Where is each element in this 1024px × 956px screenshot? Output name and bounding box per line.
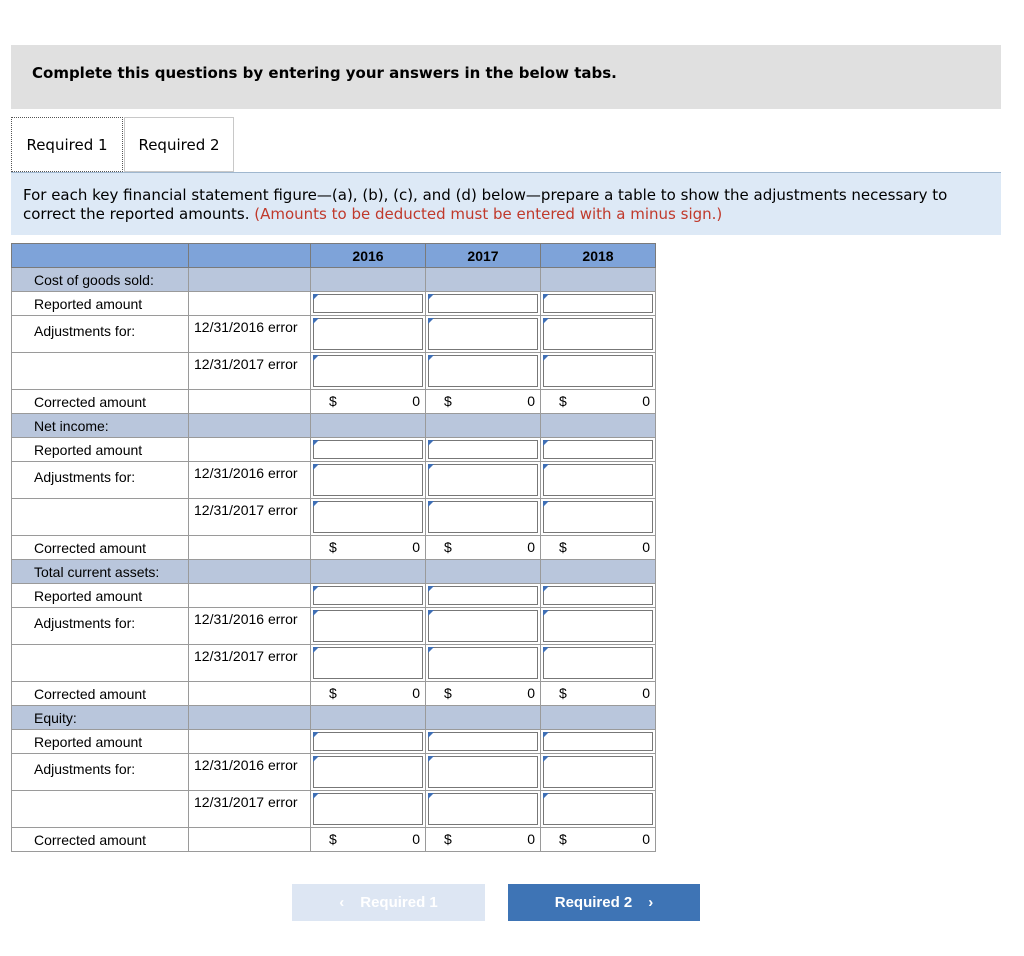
adjust-2016err-2018-input-box[interactable] (543, 610, 653, 642)
adjust-2017err-2016-input-box[interactable] (313, 355, 423, 387)
adjust-2017err-2016-input[interactable] (311, 499, 426, 536)
table-header-row (12, 244, 656, 268)
error-2017-label: 12/31/2017 error (189, 499, 311, 536)
adjust-2017err-2016-input[interactable] (311, 645, 426, 682)
adjustment-row-2017-error (12, 791, 656, 828)
currency-symbol: $ (329, 539, 337, 555)
row-spacer (189, 390, 311, 414)
corrected-total (311, 828, 426, 852)
section-spacer (189, 268, 311, 292)
section-spacer (541, 414, 656, 438)
adjustment-row-2016-error (12, 462, 656, 499)
adjustments-label: Adjustments for: (12, 754, 189, 791)
reported-2016-input[interactable] (311, 292, 426, 316)
corrected-total (311, 682, 426, 706)
reported-2018-input[interactable] (541, 730, 656, 754)
adjust-2016err-2016-input-box[interactable] (313, 610, 423, 642)
adjustment-row-2016-error (12, 316, 656, 353)
row-spacer (189, 438, 311, 462)
adjustments-table (11, 243, 656, 852)
section-spacer (189, 560, 311, 584)
reported-2017-input-box[interactable] (428, 732, 538, 751)
reported-amount-row (12, 730, 656, 754)
corrected-value: 0 (412, 393, 420, 409)
corrected-amount-row (12, 682, 656, 706)
adjust-2017err-2018-input-box[interactable] (543, 355, 653, 387)
section-title: Total current assets: (12, 560, 189, 584)
section-spacer (189, 414, 311, 438)
adjust-2016err-2016-input[interactable] (311, 754, 426, 791)
adjust-2017err-2017-input-box[interactable] (428, 355, 538, 387)
instruction-text: For each key financial statement figure—(a), (b), (c), and (d) below—prepare a table to show the adjustments necessary to correct the reported amounts. (23, 186, 948, 223)
error-2016-label: 12/31/2016 error (189, 754, 311, 791)
corrected-value: 0 (642, 393, 650, 409)
adjust-2017err-2017-input-box[interactable] (428, 501, 538, 533)
reported-2018-input[interactable] (541, 292, 656, 316)
prev-button-label: Required 1 (360, 894, 438, 911)
section-spacer (311, 560, 426, 584)
corrected-total (426, 682, 541, 706)
corrected-value: 0 (642, 685, 650, 701)
adjust-2017err-2017-input[interactable] (426, 499, 541, 536)
reported-2016-input-box[interactable] (313, 440, 423, 459)
corrected-total (311, 390, 426, 414)
adjust-2017err-2016-input[interactable] (311, 353, 426, 390)
error-2016-label: 12/31/2016 error (189, 462, 311, 499)
column-header-2016: 2016 (311, 244, 426, 268)
reported-amount-row (12, 584, 656, 608)
corrected-amount-label: Corrected amount (12, 828, 189, 852)
adjust-2016err-2017-input[interactable] (426, 316, 541, 353)
reported-2018-input[interactable] (541, 584, 656, 608)
adjust-2016err-2017-input-box[interactable] (428, 756, 538, 788)
section-spacer (426, 560, 541, 584)
reported-2016-input-box[interactable] (313, 586, 423, 605)
adjust-2017err-2018-input[interactable] (541, 499, 656, 536)
corrected-value: 0 (412, 685, 420, 701)
reported-2018-input[interactable] (541, 438, 656, 462)
adjustments-label: Adjustments for: (12, 608, 189, 645)
adjust-2017err-2016-input-box[interactable] (313, 501, 423, 533)
section-spacer (541, 268, 656, 292)
corrected-amount-row (12, 828, 656, 852)
reported-amount-label: Reported amount (12, 730, 189, 754)
instructions-header (11, 45, 1001, 109)
adjust-2016err-2017-input-box[interactable] (428, 610, 538, 642)
adjust-2017err-2018-input-box[interactable] (543, 793, 653, 825)
error-2016-label: 12/31/2016 error (189, 316, 311, 353)
section-title: Net income: (12, 414, 189, 438)
adjustments-label: Adjustments for: (12, 462, 189, 499)
adjust-2017err-2018-input[interactable] (541, 353, 656, 390)
section-spacer (311, 706, 426, 730)
corrected-total (541, 536, 656, 560)
reported-2017-input-box[interactable] (428, 440, 538, 459)
reported-2016-input[interactable] (311, 438, 426, 462)
column-header-2017: 2017 (426, 244, 541, 268)
corrected-value: 0 (527, 393, 535, 409)
adjust-2017err-2018-input-box[interactable] (543, 647, 653, 679)
adjust-2017err-2018-input[interactable] (541, 791, 656, 828)
adjustments-label: Adjustments for: (12, 316, 189, 353)
corrected-total (311, 536, 426, 560)
section-header-row (12, 268, 656, 292)
adjust-2017err-2017-input[interactable] (426, 645, 541, 682)
instruction-note: (Amounts to be deducted must be entered with a minus sign.) (254, 205, 723, 223)
section-header-row (12, 560, 656, 584)
error-2017-label: 12/31/2017 error (189, 353, 311, 390)
adjust-2016err-2017-input-box[interactable] (428, 318, 538, 350)
corrected-value: 0 (412, 831, 420, 847)
reported-amount-row (12, 438, 656, 462)
adjust-2016err-2018-input-box[interactable] (543, 756, 653, 788)
adjust-2017err-2017-input[interactable] (426, 791, 541, 828)
adjust-2016err-2018-input[interactable] (541, 608, 656, 645)
corrected-value: 0 (527, 831, 535, 847)
corrected-value: 0 (642, 539, 650, 555)
corrected-value: 0 (527, 685, 535, 701)
reported-amount-label: Reported amount (12, 438, 189, 462)
error-2017-label: 12/31/2017 error (189, 645, 311, 682)
reported-amount-label: Reported amount (12, 292, 189, 316)
currency-symbol: $ (329, 685, 337, 701)
currency-symbol: $ (559, 539, 567, 555)
error-2017-label: 12/31/2017 error (189, 791, 311, 828)
currency-symbol: $ (329, 831, 337, 847)
reported-2017-input-box[interactable] (428, 294, 538, 313)
row-spacer (12, 645, 189, 682)
reported-2017-input[interactable] (426, 292, 541, 316)
section-spacer (311, 268, 426, 292)
next-required-2-button[interactable] (508, 884, 700, 921)
adjust-2017err-2017-input-box[interactable] (428, 647, 538, 679)
adjust-2016err-2017-input[interactable] (426, 462, 541, 499)
row-spacer (12, 791, 189, 828)
reported-2018-input-box[interactable] (543, 440, 653, 459)
reported-2017-input[interactable] (426, 584, 541, 608)
corrected-total (426, 390, 541, 414)
adjust-2016err-2016-input[interactable] (311, 462, 426, 499)
adjust-2016err-2016-input[interactable] (311, 608, 426, 645)
corrected-total (541, 682, 656, 706)
section-spacer (541, 560, 656, 584)
section-header-row (12, 706, 656, 730)
currency-symbol: $ (444, 393, 452, 409)
corrected-total (426, 828, 541, 852)
tab-bar (11, 117, 1001, 173)
adjust-2017err-2016-input[interactable] (311, 791, 426, 828)
adjust-2016err-2017-input-box[interactable] (428, 464, 538, 496)
corrected-amount-label: Corrected amount (12, 390, 189, 414)
section-header-row (12, 414, 656, 438)
currency-symbol: $ (329, 393, 337, 409)
adjust-2017err-2016-input-box[interactable] (313, 647, 423, 679)
corrected-total (541, 390, 656, 414)
column-header (189, 244, 311, 268)
section-spacer (426, 268, 541, 292)
adjustment-row-2016-error (12, 754, 656, 791)
corrected-amount-row (12, 536, 656, 560)
corrected-value: 0 (527, 539, 535, 555)
row-spacer (12, 353, 189, 390)
reported-2016-input[interactable] (311, 730, 426, 754)
reported-2017-input[interactable] (426, 730, 541, 754)
adjust-2016err-2016-input-box[interactable] (313, 318, 423, 350)
adjustment-row-2017-error (12, 645, 656, 682)
adjust-2016err-2017-input[interactable] (426, 608, 541, 645)
question-instructions (11, 173, 1001, 235)
reported-2017-input-box[interactable] (428, 586, 538, 605)
row-spacer (189, 292, 311, 316)
reported-2017-input[interactable] (426, 438, 541, 462)
adjust-2016err-2018-input[interactable] (541, 754, 656, 791)
reported-2018-input-box[interactable] (543, 732, 653, 751)
adjust-2016err-2018-input[interactable] (541, 462, 656, 499)
reported-amount-label: Reported amount (12, 584, 189, 608)
row-spacer (189, 730, 311, 754)
adjust-2016err-2017-input[interactable] (426, 754, 541, 791)
reported-2016-input-box[interactable] (313, 294, 423, 313)
error-2016-label: 12/31/2016 error (189, 608, 311, 645)
adjust-2016err-2016-input[interactable] (311, 316, 426, 353)
section-spacer (311, 414, 426, 438)
adjust-2017err-2017-input-box[interactable] (428, 793, 538, 825)
adjust-2017err-2016-input-box[interactable] (313, 793, 423, 825)
adjust-2017err-2018-input-box[interactable] (543, 501, 653, 533)
corrected-value: 0 (412, 539, 420, 555)
row-spacer (189, 682, 311, 706)
adjust-2017err-2018-input[interactable] (541, 645, 656, 682)
corrected-value: 0 (642, 831, 650, 847)
adjust-2016err-2016-input-box[interactable] (313, 756, 423, 788)
adjustment-row-2017-error (12, 353, 656, 390)
chevron-left-icon: ‹ (339, 894, 345, 911)
section-title: Cost of goods sold: (12, 268, 189, 292)
currency-symbol: $ (444, 831, 452, 847)
corrected-total (541, 828, 656, 852)
row-spacer (12, 499, 189, 536)
section-title: Equity: (12, 706, 189, 730)
tab-required-1[interactable]: Required 1 (11, 117, 123, 172)
reported-amount-row (12, 292, 656, 316)
corrected-total (426, 536, 541, 560)
adjust-2016err-2018-input-box[interactable] (543, 464, 653, 496)
column-header-2018: 2018 (541, 244, 656, 268)
currency-symbol: $ (444, 685, 452, 701)
currency-symbol: $ (559, 685, 567, 701)
corrected-amount-label: Corrected amount (12, 536, 189, 560)
tab-required-2[interactable]: Required 2 (124, 117, 234, 172)
reported-2018-input-box[interactable] (543, 294, 653, 313)
adjust-2016err-2016-input-box[interactable] (313, 464, 423, 496)
currency-symbol: $ (559, 831, 567, 847)
reported-2016-input-box[interactable] (313, 732, 423, 751)
adjust-2016err-2018-input-box[interactable] (543, 318, 653, 350)
reported-2016-input[interactable] (311, 584, 426, 608)
chevron-right-icon: › (648, 894, 654, 911)
adjustment-row-2017-error (12, 499, 656, 536)
section-spacer (426, 706, 541, 730)
reported-2018-input-box[interactable] (543, 586, 653, 605)
row-spacer (189, 828, 311, 852)
corrected-amount-label: Corrected amount (12, 682, 189, 706)
column-header (12, 244, 189, 268)
section-spacer (189, 706, 311, 730)
adjust-2016err-2018-input[interactable] (541, 316, 656, 353)
adjustment-row-2016-error (12, 608, 656, 645)
adjust-2017err-2017-input[interactable] (426, 353, 541, 390)
row-spacer (189, 584, 311, 608)
page-title: Complete this questions by entering your answers in the below tabs. (32, 64, 617, 82)
currency-symbol: $ (444, 539, 452, 555)
row-spacer (189, 536, 311, 560)
corrected-amount-row (12, 390, 656, 414)
currency-symbol: $ (559, 393, 567, 409)
next-button-label: Required 2 (554, 894, 633, 911)
section-spacer (541, 706, 656, 730)
prev-required-1-button[interactable] (292, 884, 485, 921)
section-spacer (426, 414, 541, 438)
